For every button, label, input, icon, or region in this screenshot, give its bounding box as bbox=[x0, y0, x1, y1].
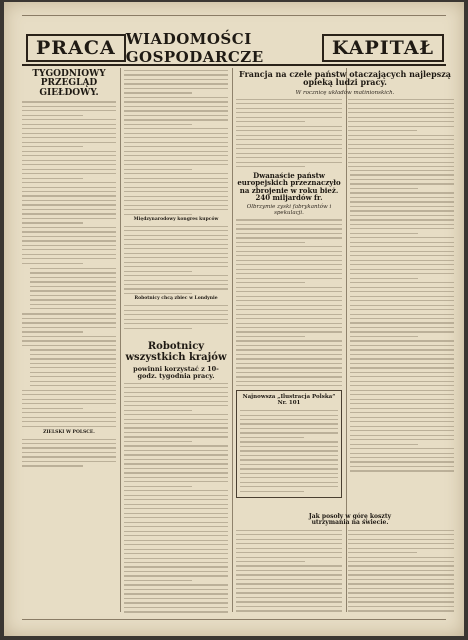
masthead-left: PRACA bbox=[26, 34, 126, 62]
article-body bbox=[350, 170, 454, 472]
article-body bbox=[22, 439, 116, 467]
article-body bbox=[236, 99, 342, 168]
page-footer-rule bbox=[22, 619, 446, 628]
article-body bbox=[240, 410, 338, 492]
article-title: Robotnicy chcą zbiec w Londynie bbox=[134, 296, 218, 302]
article-title: Francja na czele państw otaczających najlepszą opieką ludzi pracy. bbox=[239, 69, 451, 88]
page-header-rule bbox=[22, 6, 446, 16]
article-workers bbox=[124, 340, 228, 614]
article-title: Jak posoły w górę koszty utrzymania na świecie. bbox=[308, 513, 392, 527]
article-france bbox=[236, 68, 454, 168]
article-body bbox=[124, 383, 228, 613]
article-subtitle: W rocznicę układów matinionskich. bbox=[295, 89, 395, 96]
article-title: Międzynarodowy kongres kupców bbox=[133, 216, 219, 222]
article-title: Dwanaście państw europejskich przeznaczyło na zbrojenie w roku bież. 240 miljardów fr. bbox=[237, 171, 341, 203]
article-living-costs bbox=[236, 512, 454, 614]
column-1 bbox=[22, 68, 116, 614]
masthead-rule bbox=[22, 64, 446, 66]
article-body bbox=[22, 268, 116, 310]
article-body bbox=[124, 70, 228, 215]
article-body bbox=[348, 530, 454, 614]
article-body bbox=[22, 313, 116, 426]
article-body bbox=[124, 305, 228, 329]
article-title: TYGODNIOWY PRZEGLĄD GIEŁDOWY. bbox=[32, 69, 106, 98]
newspaper-page bbox=[4, 2, 464, 636]
masthead-right: KAPITAŁ bbox=[322, 34, 444, 62]
article-title: Najnowsza „Ilustracja Polska” Nr. 101 bbox=[242, 394, 336, 407]
article-body bbox=[236, 219, 342, 386]
article-body bbox=[236, 530, 342, 614]
advert-box bbox=[236, 390, 342, 498]
masthead-middle: WIADOMOŚCI GOSPODARCZE bbox=[125, 30, 264, 66]
article-subtitle: Olbrzymie zyski fabrykantów i spekulacji. bbox=[246, 204, 332, 217]
article-body bbox=[348, 99, 454, 168]
article-title: ZIELSKI W POLSCE. bbox=[43, 429, 95, 435]
article-body bbox=[124, 226, 228, 294]
column-rule bbox=[120, 68, 121, 612]
article-subtitle: powinni korzystać z 10-godz. tygodnia pracy. bbox=[133, 365, 219, 380]
article-body bbox=[22, 101, 116, 264]
article-title: Robotnicy wszystkich krajów bbox=[125, 341, 227, 363]
column-rule bbox=[232, 68, 233, 612]
masthead bbox=[26, 30, 444, 66]
